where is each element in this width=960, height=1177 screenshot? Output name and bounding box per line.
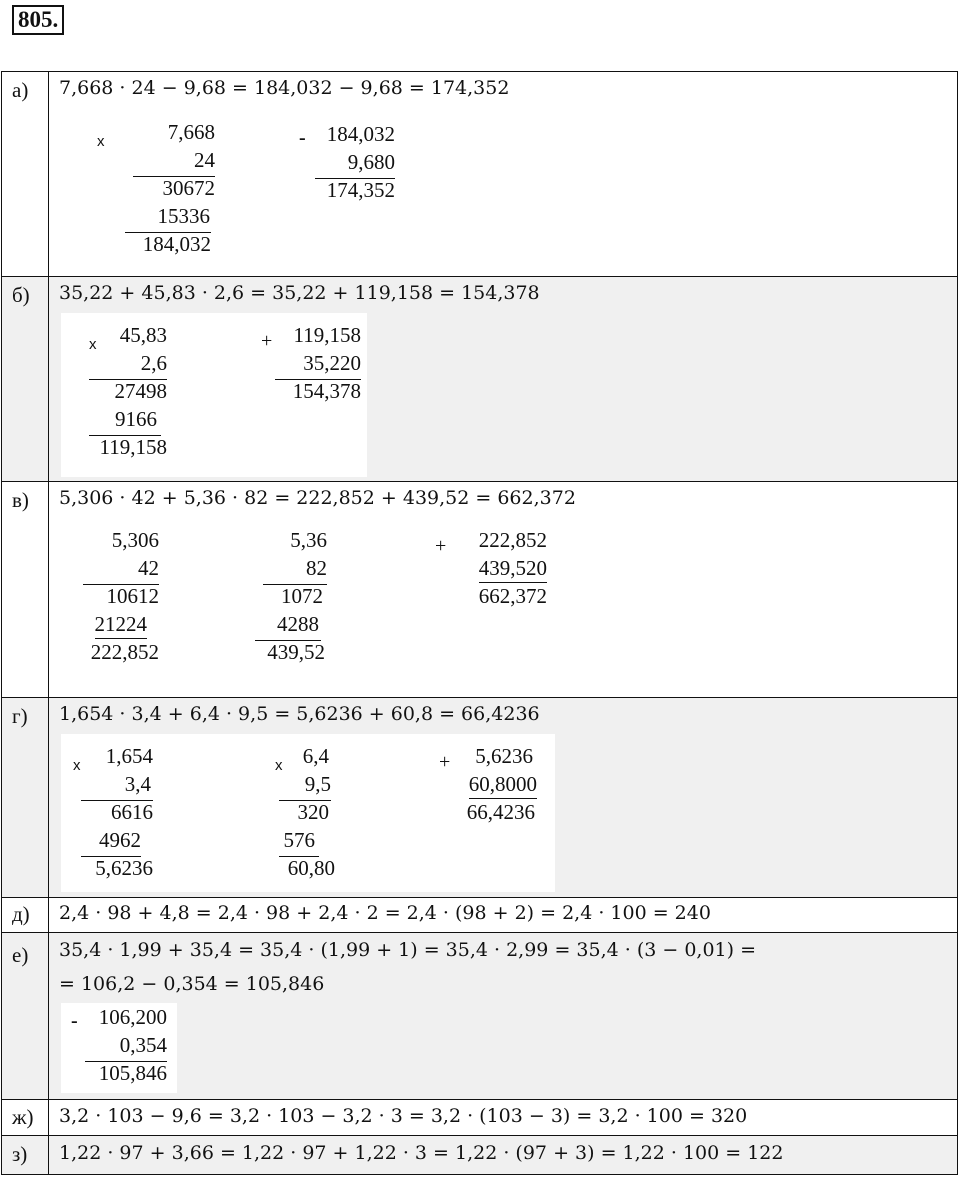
product: 60,80: [287, 856, 335, 880]
equation: 35,22 + 45,83 · 2,6 = 35,22 + 119,158 = 154,378: [59, 282, 540, 304]
sum: 154,378: [292, 379, 361, 403]
multiply-sign: x: [275, 757, 283, 774]
plus-sign: +: [435, 535, 447, 557]
equation: 3,2 · 103 − 9,6 = 3,2 · 103 − 3,2 · 3 = 3,2 · (103 − 3) = 3,2 · 100 = 320: [59, 1105, 748, 1127]
product: 439,52: [267, 640, 325, 664]
addend: 222,852: [478, 528, 547, 552]
sum: 662,372: [478, 584, 547, 608]
product: 5,6236: [95, 856, 153, 880]
row-v: [2, 482, 958, 698]
subtrahend: 9,680: [347, 150, 395, 174]
column-multiplication: [77, 526, 159, 666]
addend: 35,220: [303, 351, 361, 375]
minuend: 106,200: [98, 1005, 167, 1029]
factor: 45,83: [119, 323, 167, 347]
partial-product: 10612: [106, 584, 159, 608]
factor: 82: [306, 556, 327, 580]
row-label: д): [2, 898, 49, 933]
factor: 9,5: [304, 772, 331, 796]
factor: 5,306: [111, 528, 159, 552]
row-label: г): [2, 698, 49, 898]
column-addition: [439, 742, 539, 832]
equation-line-2: = 106,2 − 0,354 = 105,846: [59, 973, 325, 995]
partial-product: 21224: [95, 610, 148, 639]
minus-sign: -: [299, 127, 306, 149]
equation: 5,306 · 42 + 5,36 · 82 = 222,852 + 439,52 = 662,372: [59, 487, 576, 509]
multiply-sign: x: [97, 133, 105, 150]
factor: 2,6: [140, 351, 167, 375]
partial-product: 6616: [111, 800, 153, 824]
factor: 42: [138, 556, 159, 580]
product: 222,852: [90, 640, 159, 664]
row-label: б): [2, 277, 49, 482]
addend: 439,520: [479, 554, 547, 583]
difference: 105,846: [98, 1061, 167, 1085]
partial-product: 15336: [157, 204, 210, 228]
column-multiplication: [89, 321, 167, 461]
minuend: 184,032: [326, 122, 395, 146]
partial-product: 4288: [277, 612, 319, 636]
row-label: з): [2, 1136, 49, 1175]
sum: 66,4236: [466, 800, 535, 824]
partial-product: 30672: [162, 176, 215, 200]
partial-product: 9166: [115, 407, 157, 431]
row-g: [2, 698, 958, 898]
factor: 3,4: [124, 772, 151, 796]
multiply-sign: x: [89, 336, 97, 353]
subtrahend: 0,354: [119, 1033, 167, 1057]
partial-product: 320: [297, 800, 329, 824]
row-b: [2, 277, 958, 482]
partial-product: 1072: [281, 584, 323, 608]
row-zh: [2, 1100, 958, 1136]
factor: 1,654: [105, 744, 153, 768]
column-addition: [435, 526, 547, 616]
equation-line-1: 35,4 · 1,99 + 35,4 = 35,4 · (1,99 + 1) = 35,4 · 2,99 = 35,4 · (3 − 0,01) =: [59, 939, 756, 961]
difference: 174,352: [326, 178, 395, 202]
column-addition: [261, 321, 361, 411]
factor: 7,668: [167, 120, 215, 144]
factor: 5,36: [290, 528, 327, 552]
column-multiplication: [97, 118, 215, 258]
addend: 60,8000: [469, 770, 537, 799]
equation: 1,22 · 97 + 3,66 = 1,22 · 97 + 1,22 · 3 = 1,22 · (97 + 3) = 1,22 · 100 = 122: [59, 1142, 784, 1164]
row-d: [2, 898, 958, 933]
row-e: [2, 933, 958, 1100]
partial-product: 576: [283, 828, 315, 852]
column-subtraction: [71, 1003, 167, 1093]
column-subtraction: [299, 120, 399, 210]
plus-sign: +: [439, 751, 451, 773]
addend: 5,6236: [475, 744, 533, 768]
column-multiplication: [275, 742, 335, 882]
row-label: ж): [2, 1100, 49, 1136]
factor: 24: [194, 148, 215, 172]
solution-table: [1, 71, 958, 1175]
factor: 6,4: [302, 744, 329, 768]
partial-product: 27498: [114, 379, 167, 403]
row-label: в): [2, 482, 49, 698]
row-z: [2, 1136, 958, 1175]
equation: 7,668 · 24 − 9,68 = 184,032 − 9,68 = 174,352: [59, 77, 510, 99]
multiply-sign: x: [73, 757, 81, 774]
column-multiplication: [255, 526, 327, 666]
plus-sign: +: [261, 330, 273, 352]
problem-number: 805.: [12, 5, 64, 35]
partial-product: 4962: [99, 828, 141, 852]
equation: 1,654 · 3,4 + 6,4 · 9,5 = 5,6236 + 60,8 = 66,4236: [59, 703, 540, 725]
equation: 2,4 · 98 + 4,8 = 2,4 · 98 + 2,4 · 2 = 2,4 · (98 + 2) = 2,4 · 100 = 240: [59, 902, 711, 924]
addend: 119,158: [293, 323, 361, 347]
minus-sign: -: [71, 1010, 78, 1032]
column-multiplication: [73, 742, 153, 882]
product: 184,032: [142, 232, 211, 256]
row-label: е): [2, 933, 49, 1100]
row-label: а): [2, 72, 49, 277]
row-a: [2, 72, 958, 277]
product: 119,158: [99, 435, 167, 459]
